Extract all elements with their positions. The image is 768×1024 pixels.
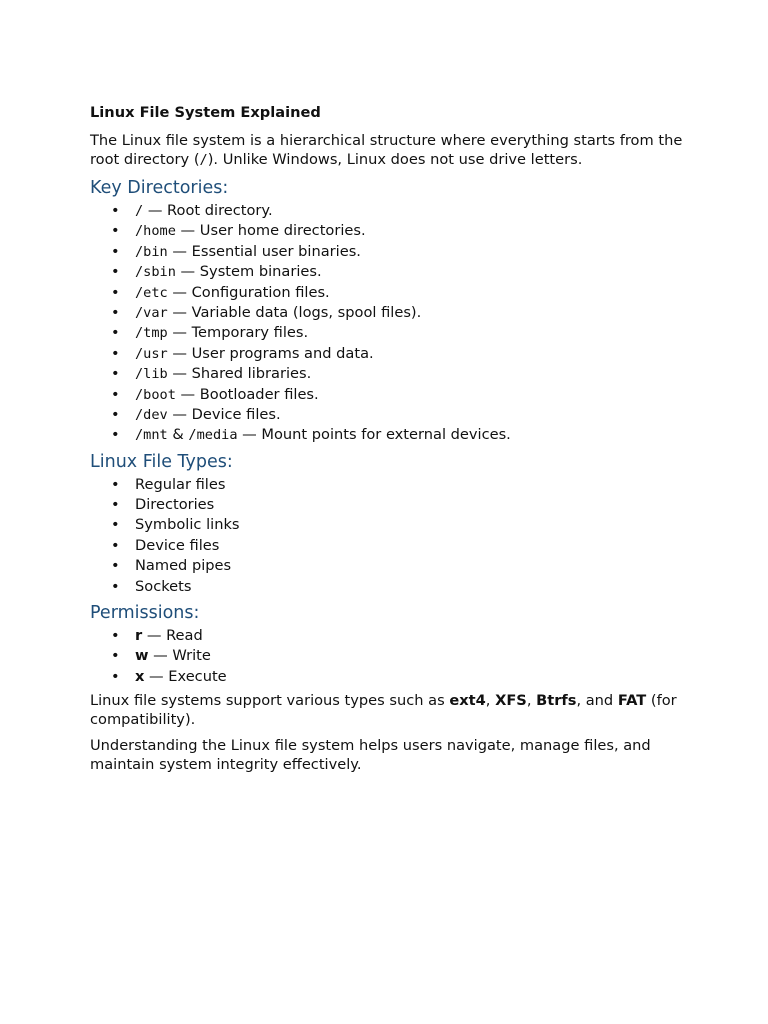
directory-code: /sbin: [135, 264, 176, 281]
permission-item-write: [90, 646, 690, 666]
permission-item-execute: [90, 667, 690, 687]
intro-root-code: /: [199, 151, 208, 168]
file-types-list: [90, 475, 690, 597]
document-page: [90, 103, 690, 782]
directory-code: /dev: [135, 406, 168, 423]
file-type-item: • Regular files: [90, 475, 690, 495]
directory-code: /: [135, 203, 144, 219]
fs-fat: FAT: [617, 692, 647, 710]
directory-item-etc: [90, 283, 690, 303]
document-title: Linux File System Explained: [90, 104, 321, 121]
file-type-item: • Directories: [90, 495, 690, 515]
directory-desc: — Bootloader files.: [175, 385, 319, 403]
directory-code: /home: [135, 223, 176, 240]
directory-desc: — Temporary files.: [167, 324, 309, 342]
file-type-item: • Device files: [90, 536, 690, 556]
file-types-heading: Linux File Types:: [90, 451, 233, 472]
conclusion-paragraph: Understanding the Linux file system helps users navigate, manage files, and maintain system integrity effectively.: [90, 737, 651, 773]
directory-item-mnt-media: [90, 425, 690, 445]
permission-desc: — Execute: [144, 667, 227, 685]
permission-desc: — Write: [148, 647, 211, 665]
intro-paragraph: [90, 132, 690, 169]
fs-xfs: XFS: [495, 692, 527, 710]
intro-text-before: The Linux file system is a hierarchical structure where everything starts from the root directory (: [90, 132, 683, 168]
fs-text: ,: [485, 692, 496, 710]
permissions-list: [90, 626, 690, 687]
directory-item-var: [90, 303, 690, 323]
directory-item-dev: [90, 405, 690, 425]
directory-desc: — Configuration files.: [167, 283, 330, 301]
directory-item-bin: [90, 242, 690, 262]
directory-desc: — Mount points for external devices.: [237, 426, 511, 444]
fs-types-paragraph: [90, 692, 690, 729]
directory-item-sbin: [90, 262, 690, 282]
key-directories-heading: Key Directories:: [90, 178, 229, 198]
directory-desc: — Shared libraries.: [167, 365, 312, 383]
file-type-item: • Symbolic links: [90, 515, 690, 535]
directory-code: /var: [135, 304, 168, 321]
directory-desc: — User programs and data.: [167, 344, 374, 362]
directory-item-usr: [90, 344, 690, 364]
directory-item-lib: [90, 364, 690, 384]
directory-code: /bin: [135, 243, 168, 260]
directory-desc: — Device files.: [167, 405, 281, 423]
file-type-item: • Named pipes: [90, 556, 690, 576]
permission-key: r: [135, 627, 143, 645]
permission-key: w: [135, 647, 149, 665]
directory-item-tmp: [90, 323, 690, 343]
permission-key: x: [135, 667, 145, 685]
key-directories-list: [90, 201, 690, 446]
permissions-heading: Permissions:: [90, 603, 200, 624]
directory-desc: — System binaries.: [175, 263, 322, 281]
directory-code: /etc: [135, 284, 168, 301]
directory-item-boot: [90, 385, 690, 405]
directory-code: /mnt: [135, 427, 168, 444]
fs-text: ,: [526, 692, 537, 710]
fs-text: , and: [576, 692, 618, 710]
permission-desc: — Read: [142, 627, 203, 645]
directory-code: /boot: [135, 386, 176, 403]
fs-text: (for compatibility).: [90, 692, 677, 728]
directory-code: /lib: [135, 366, 168, 383]
directory-desc: — Root directory.: [143, 202, 273, 219]
directory-desc: — Essential user binaries.: [167, 242, 361, 260]
directory-code: /usr: [135, 345, 168, 362]
directory-desc: — Variable data (logs, spool files).: [167, 303, 422, 321]
fs-text: Linux file systems support various types such as: [90, 692, 450, 710]
directory-desc: — User home directories.: [175, 222, 366, 240]
fs-ext4: ext4: [449, 692, 486, 710]
permission-item-read: [90, 626, 690, 646]
ampersand: &: [167, 426, 189, 444]
directory-code: /media: [188, 427, 238, 444]
directory-code: /tmp: [135, 325, 168, 342]
file-type-item: • Sockets: [90, 577, 690, 597]
directory-item-root: [90, 201, 690, 221]
directory-item-home: [90, 221, 690, 241]
fs-btrfs: Btrfs: [536, 692, 577, 710]
intro-text-after: ). Unlike Windows, Linux does not use drive letters.: [207, 150, 583, 168]
